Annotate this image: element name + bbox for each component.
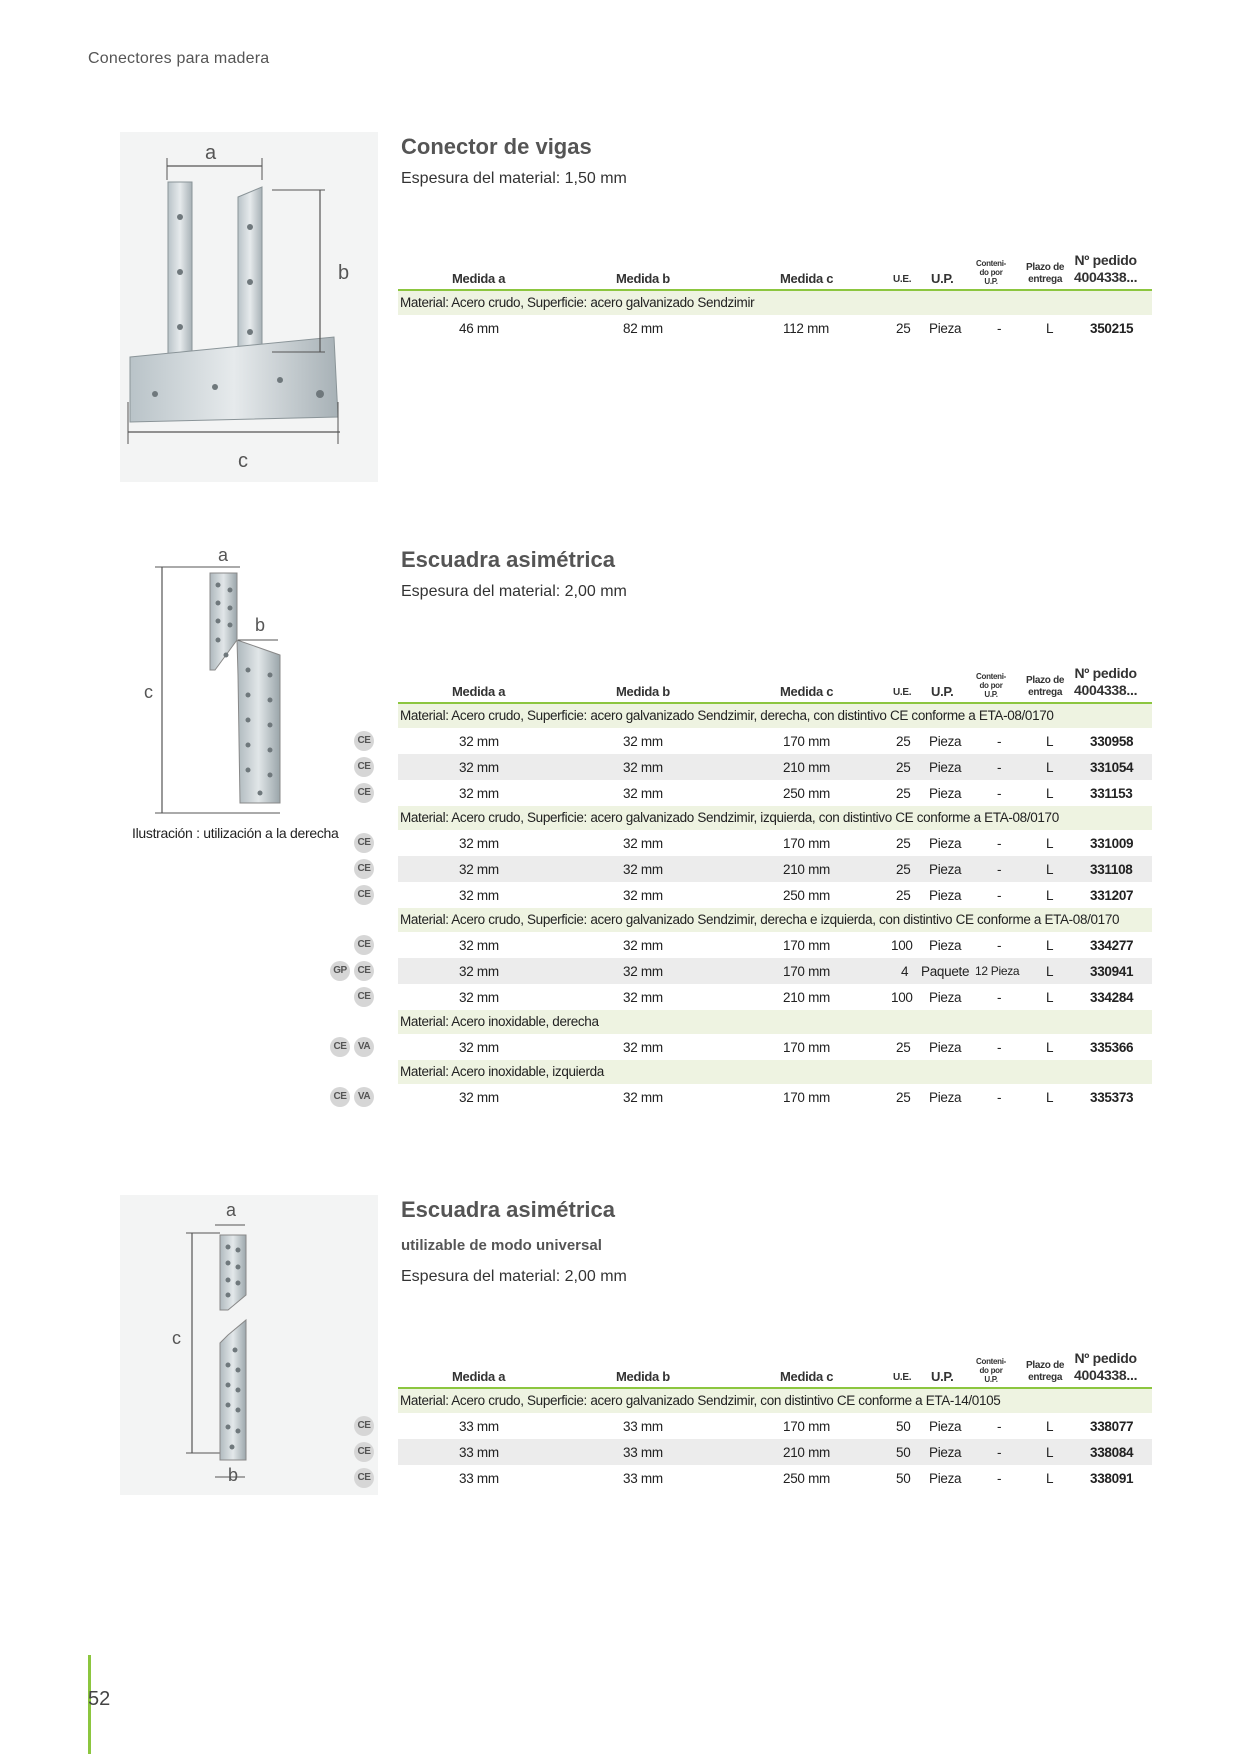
cell-c: 170 mm — [783, 1040, 830, 1055]
material-thickness: Espesura del material: 2,00 mm — [401, 583, 627, 600]
cell-a: 32 mm — [459, 888, 499, 903]
cell-ue: 100 — [891, 938, 913, 953]
table-row — [357, 882, 1152, 908]
cell-ue: 25 — [896, 760, 911, 775]
figure-label-b: b — [338, 262, 350, 284]
cell-pedido: 331207 — [1090, 888, 1134, 903]
cell-ue: 25 — [896, 734, 911, 749]
cell-pedido: 331009 — [1090, 836, 1134, 851]
col-pedido: Nº pedido 4004338... — [1074, 665, 1138, 698]
cell-plazo: L — [1046, 1471, 1054, 1486]
col-plazo: Plazo de entrega — [1026, 262, 1065, 285]
cell-a: 33 mm — [459, 1471, 499, 1486]
cell-b: 32 mm — [623, 760, 663, 775]
figure-label-b: b — [255, 615, 266, 635]
ce-mark-icon: CE — [354, 783, 374, 803]
cell-a: 32 mm — [459, 786, 499, 801]
cell-contenido: - — [997, 1090, 1002, 1105]
table-row — [333, 1034, 1152, 1060]
cell-c: 170 mm — [783, 1419, 830, 1434]
cell-plazo: L — [1046, 786, 1054, 801]
col-up: U.P. — [931, 1369, 954, 1384]
cell-pedido: 338077 — [1090, 1419, 1134, 1434]
col-pedido: Nº pedido 4004338... — [1074, 252, 1138, 285]
cell-pedido: 335373 — [1090, 1090, 1134, 1105]
cell-up: Pieza — [929, 786, 962, 801]
table-row — [357, 1439, 1152, 1465]
material-row: Material: Acero crudo, Superficie: acero galvanizado Sendzimir, izquierda, con distintivo CE conforme a ETA-08/0170 — [398, 806, 1152, 830]
cell-a: 32 mm — [459, 760, 499, 775]
cell-b: 32 mm — [623, 964, 663, 979]
figure-caption: Ilustración : utilización a la derecha — [132, 825, 339, 841]
cell-contenido: - — [997, 990, 1002, 1005]
table-body — [357, 1389, 1152, 1491]
cell-pedido: 338084 — [1090, 1445, 1134, 1460]
cell-contenido: - — [997, 938, 1002, 953]
col-up: U.P. — [931, 271, 954, 286]
cell-c: 170 mm — [783, 938, 830, 953]
product-image-escuadra — [120, 545, 378, 820]
cell-plazo: L — [1046, 1445, 1054, 1460]
cell-b: 33 mm — [623, 1419, 663, 1434]
material-row: Material: Acero crudo, Superficie: acero galvanizado Sendzimir — [398, 291, 1152, 315]
cell-pedido: 334277 — [1090, 938, 1134, 953]
cell-ue: 25 — [896, 862, 911, 877]
table-row — [357, 754, 1152, 780]
cell-b: 32 mm — [623, 836, 663, 851]
va-mark-icon: VA — [354, 1087, 374, 1107]
material-row: Material: Acero inoxidable, izquierda — [398, 1060, 1152, 1084]
col-contenido: Conteni- do por U.P. — [976, 672, 1007, 699]
ce-mark-icon: CE — [354, 757, 374, 777]
ce-mark-icon: CE — [354, 1416, 374, 1436]
ce-mark-icon: CE — [354, 885, 374, 905]
cell-b: 32 mm — [623, 862, 663, 877]
cell-plazo: L — [1046, 734, 1054, 749]
cell-contenido: 12 Pieza — [975, 964, 1020, 978]
cell-contenido: - — [997, 1445, 1002, 1460]
cell-plazo: L — [1046, 938, 1054, 953]
cell-up: Pieza — [929, 888, 962, 903]
col-ue: U.E. — [893, 274, 912, 285]
cell-c: 170 mm — [783, 964, 830, 979]
page-number: 52 — [88, 1688, 111, 1710]
cell-plazo: L — [1046, 760, 1054, 775]
cell-pedido: 331054 — [1090, 760, 1134, 775]
ce-mark-icon: CE — [330, 1037, 350, 1057]
material-row: Material: Acero crudo, Superficie: acero galvanizado Sendzimir, derecha e izquierda, con distintivo CE conforme a ETA-08/0170 — [398, 908, 1152, 932]
product-image-escuadra-universal — [120, 1195, 378, 1495]
col-medida-b: Medida b — [616, 271, 670, 286]
ce-mark-icon: CE — [354, 935, 374, 955]
cell-up: Pieza — [929, 1040, 962, 1055]
cell-plazo: L — [1046, 1040, 1054, 1055]
cell-b: 32 mm — [623, 734, 663, 749]
cell-c: 170 mm — [783, 836, 830, 851]
cell-pedido: 331108 — [1090, 862, 1133, 877]
cell-a: 32 mm — [459, 964, 499, 979]
section-title: Conector de vigas — [401, 134, 592, 159]
col-medida-a: Medida a — [452, 271, 506, 286]
table-row — [357, 830, 1152, 856]
cell-c: 170 mm — [783, 1090, 830, 1105]
cell-a: 46 mm — [459, 321, 499, 336]
col-pedido: Nº pedido 4004338... — [1074, 1350, 1138, 1383]
ce-mark-icon: CE — [354, 731, 374, 751]
section-title: Escuadra asimétrica — [401, 1197, 616, 1222]
col-contenido: Conteni- do por U.P. — [976, 259, 1007, 286]
cell-contenido: - — [997, 888, 1002, 903]
figure-label-c: c — [238, 450, 248, 472]
figure-label-a: a — [205, 142, 217, 164]
col-medida-a: Medida a — [452, 684, 506, 699]
cell-up: Pieza — [929, 990, 962, 1005]
cell-ue: 4 — [901, 964, 909, 979]
cell-a: 32 mm — [459, 938, 499, 953]
cell-up: Pieza — [929, 938, 962, 953]
cell-contenido: - — [997, 1471, 1002, 1486]
section-subtitle: utilizable de modo universal — [401, 1237, 602, 1254]
cell-ue: 25 — [896, 1090, 911, 1105]
cell-up: Pieza — [929, 836, 962, 851]
cell-up: Pieza — [929, 760, 962, 775]
cell-b: 32 mm — [623, 786, 663, 801]
cell-a: 33 mm — [459, 1445, 499, 1460]
col-medida-a: Medida a — [452, 1369, 506, 1384]
cell-up: Pieza — [929, 1471, 962, 1486]
cell-b: 32 mm — [623, 888, 663, 903]
table-row — [357, 856, 1152, 882]
cell-plazo: L — [1046, 990, 1054, 1005]
cell-plazo: L — [1046, 321, 1054, 336]
figure-label-a: a — [218, 545, 229, 565]
table-body — [333, 704, 1152, 1110]
ce-mark-icon: CE — [330, 1087, 350, 1107]
cell-up: Pieza — [929, 862, 962, 877]
cell-c: 170 mm — [783, 734, 830, 749]
table-header — [398, 664, 1152, 704]
cell-plazo: L — [1046, 862, 1054, 877]
table-row — [357, 780, 1152, 806]
table-row — [398, 315, 1152, 341]
product-image-conector-vigas — [120, 132, 378, 482]
material-row: Material: Acero inoxidable, derecha — [398, 1010, 1152, 1034]
running-title: Conectores para madera — [88, 50, 270, 67]
cell-c: 250 mm — [783, 888, 830, 903]
cell-ue: 25 — [896, 1040, 911, 1055]
cell-a: 32 mm — [459, 1090, 499, 1105]
cell-c: 210 mm — [783, 990, 830, 1005]
cell-contenido: - — [997, 1419, 1002, 1434]
cell-pedido: 331153 — [1090, 786, 1133, 801]
cell-b: 82 mm — [623, 321, 663, 336]
cell-ue: 100 — [891, 990, 913, 1005]
cell-up: Pieza — [929, 1419, 962, 1434]
ce-mark-icon: CE — [354, 1468, 374, 1488]
col-plazo: Plazo de entrega — [1026, 675, 1065, 698]
cell-contenido: - — [997, 734, 1002, 749]
cell-pedido: 335366 — [1090, 1040, 1134, 1055]
cell-ue: 25 — [896, 786, 911, 801]
cell-up: Pieza — [929, 734, 962, 749]
cell-ue: 50 — [896, 1445, 911, 1460]
cell-plazo: L — [1046, 888, 1054, 903]
table-row — [357, 932, 1152, 958]
table-row — [357, 984, 1152, 1010]
cell-ue: 25 — [896, 836, 911, 851]
cell-plazo: L — [1046, 964, 1054, 979]
cell-b: 33 mm — [623, 1445, 663, 1460]
cell-b: 32 mm — [623, 1040, 663, 1055]
cell-b: 32 mm — [623, 938, 663, 953]
table-row — [357, 1465, 1152, 1491]
cell-plazo: L — [1046, 1419, 1054, 1434]
cell-pedido: 350215 — [1090, 321, 1134, 336]
ce-mark-icon: CE — [354, 987, 374, 1007]
col-medida-b: Medida b — [616, 684, 670, 699]
cell-up: Paquete — [921, 964, 970, 979]
cell-pedido: 338091 — [1090, 1471, 1134, 1486]
cell-contenido: - — [997, 760, 1002, 775]
cell-ue: 50 — [896, 1419, 911, 1434]
col-medida-b: Medida b — [616, 1369, 670, 1384]
product-table — [333, 664, 1152, 1110]
cell-a: 32 mm — [459, 836, 499, 851]
cell-contenido: - — [997, 1040, 1002, 1055]
cell-pedido: 330958 — [1090, 734, 1134, 749]
cell-pedido: 330941 — [1090, 964, 1134, 979]
cell-ue: 25 — [896, 321, 911, 336]
cell-b: 32 mm — [623, 1090, 663, 1105]
col-medida-c: Medida c — [780, 684, 834, 699]
ce-mark-icon: CE — [354, 961, 374, 981]
cell-c: 210 mm — [783, 1445, 830, 1460]
cell-c: 210 mm — [783, 760, 830, 775]
table-row — [357, 728, 1152, 754]
cell-a: 33 mm — [459, 1419, 499, 1434]
figure-label-c: c — [172, 1328, 181, 1348]
cell-plazo: L — [1046, 836, 1054, 851]
cell-c: 210 mm — [783, 862, 830, 877]
gp-mark-icon: GP — [330, 961, 350, 981]
col-medida-c: Medida c — [780, 1369, 834, 1384]
cell-c: 112 mm — [783, 321, 829, 336]
col-plazo: Plazo de entrega — [1026, 1360, 1065, 1383]
product-table — [357, 1349, 1152, 1491]
cell-contenido: - — [997, 786, 1002, 801]
cell-contenido: - — [997, 862, 1002, 877]
section-title: Escuadra asimétrica — [401, 547, 616, 572]
material-row: Material: Acero crudo, Superficie: acero galvanizado Sendzimir, derecha, con distintivo CE conforme a ETA-08/0170 — [398, 704, 1152, 728]
figure-label-a: a — [226, 1200, 237, 1220]
material-row: Material: Acero crudo, Superficie: acero galvanizado Sendzimir, con distintivo CE conforme a ETA-14/0105 — [398, 1389, 1152, 1413]
col-medida-c: Medida c — [780, 271, 834, 286]
cell-a: 32 mm — [459, 862, 499, 877]
col-ue: U.E. — [893, 1372, 912, 1383]
cell-plazo: L — [1046, 1090, 1054, 1105]
va-mark-icon: VA — [354, 1037, 374, 1057]
col-up: U.P. — [931, 684, 954, 699]
cell-c: 250 mm — [783, 786, 830, 801]
table-row — [333, 958, 1152, 984]
cell-up: Pieza — [929, 321, 962, 336]
cell-a: 32 mm — [459, 734, 499, 749]
cell-ue: 50 — [896, 1471, 911, 1486]
cell-pedido: 334284 — [1090, 990, 1134, 1005]
cell-c: 250 mm — [783, 1471, 830, 1486]
table-row — [357, 1413, 1152, 1439]
material-thickness: Espesura del material: 2,00 mm — [401, 1268, 627, 1285]
ce-mark-icon: CE — [354, 859, 374, 879]
table-header — [398, 1349, 1152, 1389]
cell-up: Pieza — [929, 1445, 962, 1460]
figure-label-b: b — [228, 1465, 239, 1485]
cell-b: 32 mm — [623, 990, 663, 1005]
cell-b: 33 mm — [623, 1471, 663, 1486]
cell-ue: 25 — [896, 888, 911, 903]
cell-a: 32 mm — [459, 1040, 499, 1055]
figure-label-c: c — [144, 682, 153, 702]
cell-up: Pieza — [929, 1090, 962, 1105]
cell-a: 32 mm — [459, 990, 499, 1005]
table-row — [333, 1084, 1152, 1110]
product-table — [398, 251, 1152, 341]
col-contenido: Conteni- do por U.P. — [976, 1357, 1007, 1384]
ce-mark-icon: CE — [354, 833, 374, 853]
cell-contenido: - — [997, 836, 1002, 851]
cell-contenido: - — [997, 321, 1002, 336]
table-header — [398, 251, 1152, 291]
ce-mark-icon: CE — [354, 1442, 374, 1462]
material-thickness: Espesura del material: 1,50 mm — [401, 170, 627, 187]
col-ue: U.E. — [893, 687, 912, 698]
